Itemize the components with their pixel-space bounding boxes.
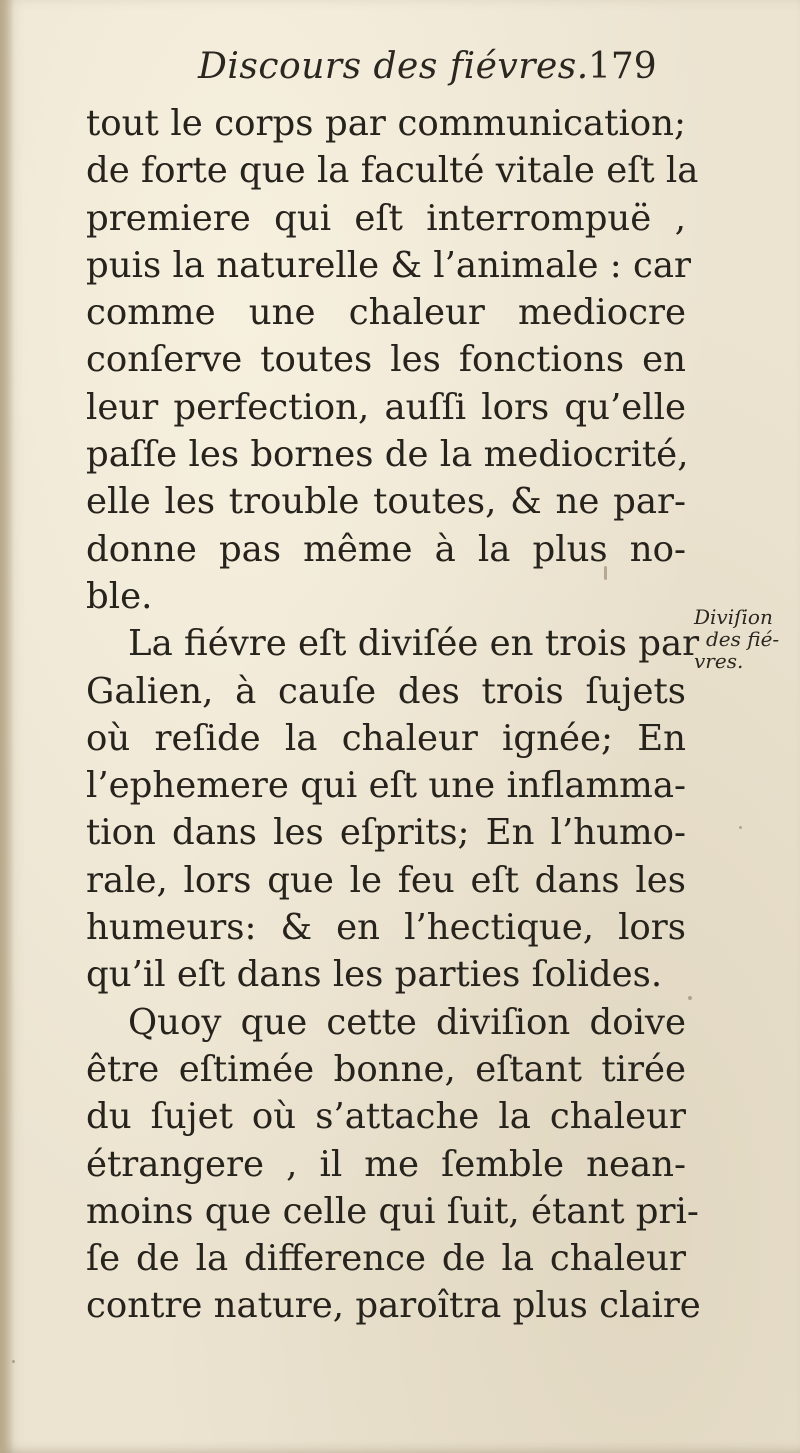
text-line: de forte que la faculté vitale eſt la <box>86 150 699 192</box>
margin-note <box>694 606 800 672</box>
text-line: rale, lors que le feu eſt dans les <box>86 859 686 901</box>
text-line: où reſide la chaleur ignée; En <box>86 717 686 759</box>
text-line: tout le corps par communication; <box>86 103 686 144</box>
text-line: premiere qui eſt interrompuë , <box>86 197 686 239</box>
paper-speck <box>739 826 742 829</box>
paragraph-2 <box>86 620 700 998</box>
text-line: ſe de la difference de la chaleur <box>86 1238 686 1280</box>
text-line: qu’il eſt dans les parties ſolides. <box>86 954 663 996</box>
running-head <box>0 38 800 98</box>
text-line: comme une chaleur mediocre <box>86 292 686 334</box>
text-line: conſerve toutes les fonctions en <box>86 339 686 381</box>
paper-speck <box>12 1360 15 1363</box>
paper-speck <box>604 566 607 580</box>
text-line: Quoy que cette diviſion doive <box>128 1001 686 1043</box>
paragraph-1 <box>86 100 699 620</box>
text-line: étrangere , il me ſemble nean- <box>86 1143 686 1185</box>
running-head-title: Discours des fiévres. <box>198 46 589 87</box>
margin-note-line: Diviſion <box>694 605 773 629</box>
text-line: tion dans les eſprits; En l’humo- <box>86 812 686 854</box>
margin-note-line: vres. <box>694 649 744 673</box>
margin-note-line: des fié- <box>706 627 780 651</box>
paragraph-3 <box>86 999 701 1330</box>
text-line: donne pas même à la plus no- <box>86 528 686 570</box>
text-line: moins que celle qui ſuit, étant pri- <box>86 1190 699 1232</box>
page-number: 179 <box>588 46 657 87</box>
text-line: être eſtimée bonne, eſtant tirée <box>86 1048 686 1090</box>
text-line: puis la naturelle & l’animale : car <box>86 244 692 286</box>
text-line: Galien, à cauſe des trois ſujets <box>86 670 686 712</box>
paper-speck <box>688 996 692 1000</box>
text-line: elle les trouble toutes, & ne par- <box>86 481 686 523</box>
text-line: ble. <box>86 575 153 617</box>
text-line: paſſe les bornes de la mediocrité, <box>86 434 689 476</box>
page-gutter-shadow <box>0 0 14 1453</box>
text-line: leur perfection, auſſi lors qu’elle <box>86 386 686 428</box>
text-line: humeurs: & en l’hectique, lors <box>86 907 686 949</box>
text-line: contre nature, paroîtra plus claire <box>86 1285 701 1327</box>
text-line: l’ephemere qui eſt une inflamma- <box>86 765 686 807</box>
text-line: La fiévre eſt diviſée en trois par <box>128 623 700 665</box>
text-line: du ſujet où s’attache la chaleur <box>86 1096 686 1138</box>
body-text <box>86 100 701 1330</box>
